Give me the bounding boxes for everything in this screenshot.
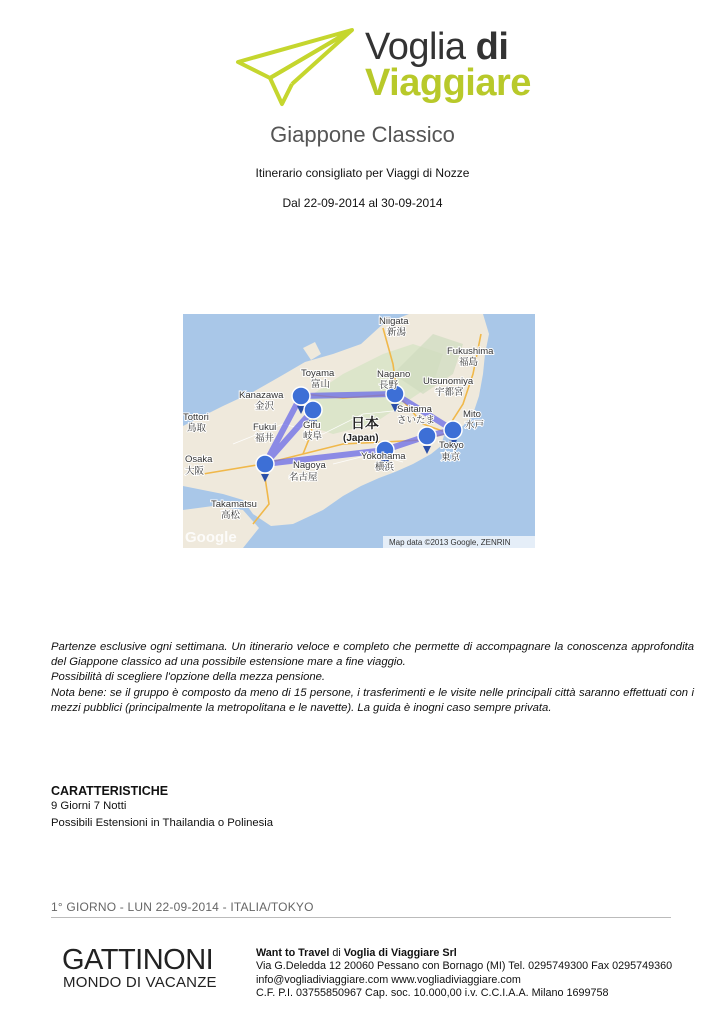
map-label-niigata: Niigata <box>379 316 409 327</box>
map-google-logo: Google <box>185 529 237 546</box>
map-label-japan: (Japan) <box>343 433 379 444</box>
map-label-gifu: Gifu <box>303 420 321 431</box>
description-paragraph: Nota bene: se il gruppo è composto da meno di 15 persone, i trasferimenti e le visite nelle principali città saranno effettuati con i mezzi pubblici (principalmente la metropolitana e le navette). La guida è inogni caso sempre privata. <box>51 686 694 714</box>
map-label-tottori-jp: 鳥取 <box>187 423 207 434</box>
map-label-yokohama-jp: 横浜 <box>375 462 395 473</box>
map-label-gifu-jp: 岐阜 <box>303 431 323 442</box>
page-subtitle: Itinerario consigliato per Viaggi di Nozze <box>255 166 470 180</box>
itinerary-map[interactable] <box>183 314 535 548</box>
map-label-takamatsu-jp: 高松 <box>221 510 241 521</box>
divider <box>51 917 671 918</box>
map-label-fukushima: Fukushima <box>447 346 494 357</box>
map-label-fukushima-jp: 福島 <box>459 357 479 368</box>
map-label-tokyo-jp: 東京 <box>441 452 461 463</box>
gattinoni-logo <box>62 944 217 994</box>
footer-web[interactable]: info@vogliadiviaggiare.com www.vogliadiviaggiare.com <box>256 973 521 986</box>
travel-dates: Dal 22-09-2014 al 30-09-2014 <box>282 196 443 210</box>
map-label-osaka: Osaka <box>185 454 213 465</box>
map-label-tokyo: Tokyo <box>439 440 464 451</box>
map-label-osaka-jp: 大阪 <box>185 466 205 477</box>
map-label-nagano: Nagano <box>377 369 411 380</box>
map-label-kanazawa: Kanazawa <box>239 390 284 401</box>
map-label-yokohama: Yokohama <box>361 451 406 462</box>
description-paragraph: Partenze esclusive ogni settimana. Un itinerario veloce e completo che permette di accompagnare la conoscenza approfondita del Giappone classico ad una possibile estensione mare a fine viaggio. <box>51 641 694 669</box>
map-label-utsunomiya: Utsunomiya <box>423 376 474 387</box>
logo-text-viaggiare: Viaggiare <box>365 62 531 104</box>
footer-company-line: Want to Travel di Voglia di Viaggiare Srl <box>256 947 457 959</box>
paper-plane-icon <box>230 18 360 108</box>
footer-want-to-travel: Want to Travel <box>256 947 330 959</box>
map-label-niigata-jp: 新潟 <box>387 327 407 338</box>
map-label-mito-jp: 水戸 <box>465 420 485 431</box>
brand-logo <box>230 18 531 108</box>
map-label-fukui: Fukui <box>253 422 277 433</box>
map-label-saitama: Saitama <box>397 404 432 415</box>
map-canvas <box>183 314 535 548</box>
map-label-utsunomiya-jp: 宇都宮 <box>435 387 464 398</box>
map-label-japan-jp: 日本 <box>351 415 379 431</box>
map-attribution: Map data ©2013 Google, ZENRIN <box>389 538 511 547</box>
map-label-fukui-jp: 福井 <box>255 433 275 444</box>
map-label-saitama-jp: さいたま <box>397 415 436 426</box>
description-paragraph: Possibilità di scegliere l'opzione della mezza pensione. <box>51 671 326 684</box>
feature-item: Possibili Estensioni in Thailandia o Polinesia <box>51 817 274 829</box>
map-label-takamatsu: Takamatsu <box>211 499 257 510</box>
trip-description <box>51 640 694 716</box>
map-label-nagoya: Nagoya <box>293 460 326 471</box>
day-heading: 1° GIORNO - LUN 22-09-2014 - ITALIA/TOKYO <box>51 900 314 914</box>
footer-address: Via G.Deledda 12 20060 Pessano con Bornago (MI) Tel. 0295749300 Fax 0295749360 <box>256 960 673 973</box>
map-label-nagano-jp: 長野 <box>379 380 399 391</box>
map-label-tottori: Tottori <box>183 412 209 423</box>
map-label-kanazawa-jp: 金沢 <box>255 401 275 412</box>
gattinoni-logo-text: GATTINONI <box>62 944 214 976</box>
feature-item: 9 Giorni 7 Notti <box>51 800 127 812</box>
map-label-mito: Mito <box>463 409 481 420</box>
map-label-toyama: Toyama <box>301 368 335 379</box>
logo-text-voglia-di: Voglia di <box>365 26 509 68</box>
features-heading: CARATTERISTICHE <box>51 784 169 798</box>
map-label-nagoya-jp: 名古屋 <box>289 472 318 483</box>
footer-company-info <box>256 947 672 1000</box>
gattinoni-logo-subtitle: MONDO DI VACANZE <box>63 974 217 991</box>
map-label-toyama-jp: 富山 <box>311 379 331 390</box>
map-land-sado <box>303 342 321 360</box>
footer-legal: C.F. P.I. 03755850967 Cap. soc. 10.000,00 i.v. C.C.I.A.A. Milano 1699758 <box>256 986 609 999</box>
footer-company-name: Voglia di Viaggiare Srl <box>343 947 457 959</box>
page-title: Giappone Classico <box>270 122 455 147</box>
